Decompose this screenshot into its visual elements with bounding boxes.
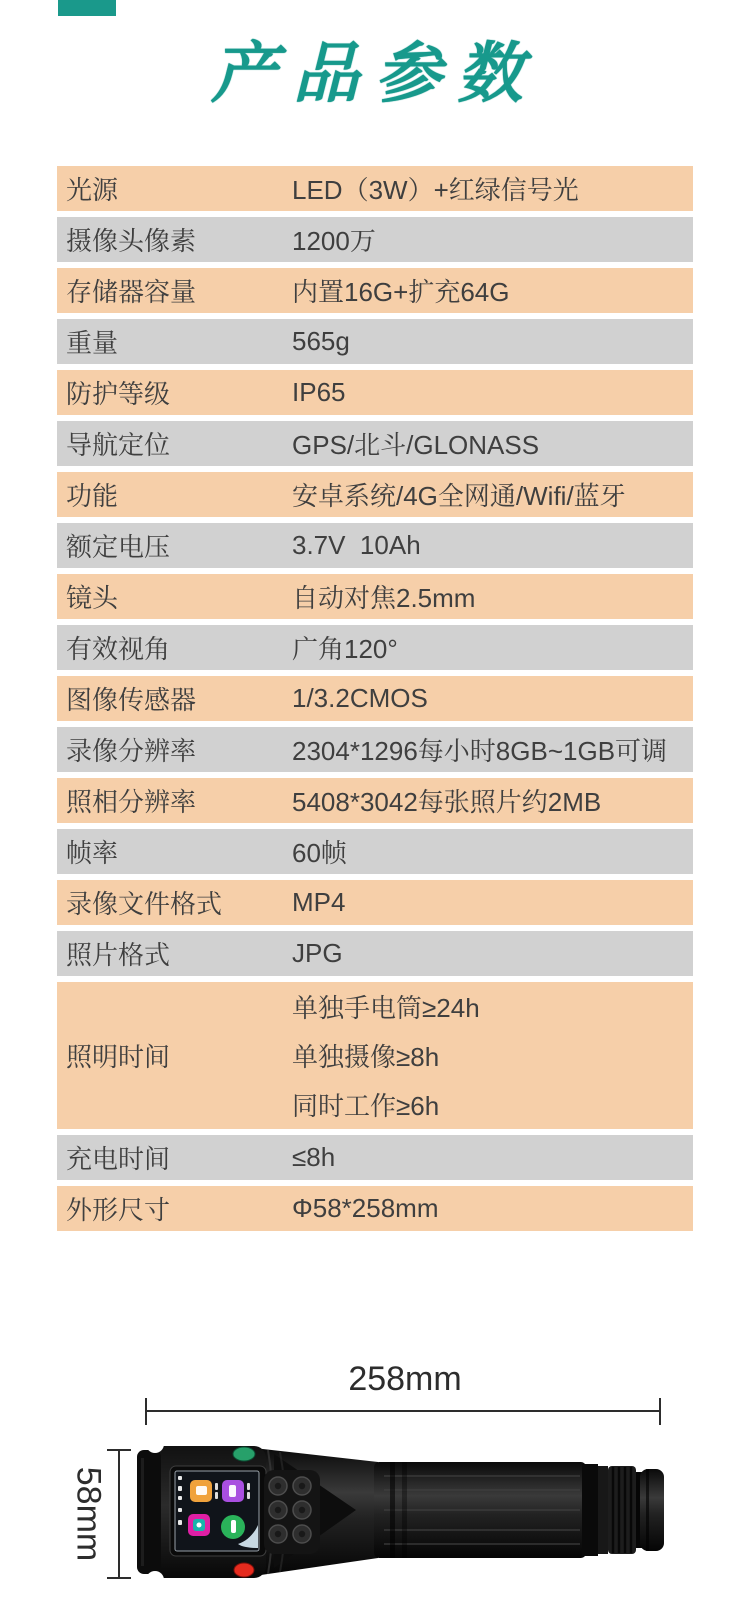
head-crown-bezel bbox=[137, 1450, 161, 1574]
spec-label: 录像分辨率 bbox=[66, 736, 197, 766]
spec-row bbox=[57, 1135, 693, 1180]
spec-label: 帧率 bbox=[66, 838, 119, 868]
video-app-glyph bbox=[229, 1485, 236, 1497]
spec-value: MP4 bbox=[292, 887, 346, 917]
spec-row bbox=[57, 268, 693, 313]
crown-highlight bbox=[141, 1458, 144, 1566]
spec-value: Φ58*258mm bbox=[292, 1193, 439, 1223]
spec-row bbox=[57, 829, 693, 874]
spec-label: 重量 bbox=[66, 328, 119, 358]
spec-label: 摄像头像素 bbox=[66, 226, 197, 256]
spec-label: 额定电压 bbox=[66, 532, 171, 562]
spec-row bbox=[57, 931, 693, 976]
spec-label: 防护等级 bbox=[66, 379, 171, 409]
page-title: 产品参数 bbox=[211, 36, 539, 110]
spec-row bbox=[57, 778, 693, 823]
spec-row bbox=[57, 727, 693, 772]
spec-label: 有效视角 bbox=[66, 634, 171, 664]
spec-value: 广角120° bbox=[292, 634, 398, 664]
spec-value: 1200万 bbox=[292, 226, 376, 256]
spec-row bbox=[57, 370, 693, 415]
tail-collar bbox=[582, 1464, 598, 1556]
spec-row bbox=[57, 982, 693, 1129]
spec-row bbox=[57, 166, 693, 211]
spec-value-line: 同时工作≥6h bbox=[292, 1091, 440, 1121]
spec-label: 录像文件格式 bbox=[66, 889, 223, 919]
spec-row bbox=[57, 421, 693, 466]
barrel-ring bbox=[402, 1462, 407, 1558]
length-dimension-line bbox=[146, 1410, 661, 1412]
spec-value-line: 单独手电筒≥24h bbox=[292, 993, 480, 1023]
spec-row bbox=[57, 523, 693, 568]
spec-label: 图像传感器 bbox=[66, 685, 197, 715]
spec-value: JPG bbox=[292, 938, 343, 968]
spec-table bbox=[57, 166, 693, 1237]
spec-label: 光源 bbox=[66, 175, 119, 205]
spec-value: IP65 bbox=[292, 377, 346, 407]
spec-label: 功能 bbox=[66, 481, 119, 511]
spec-label: 充电时间 bbox=[66, 1144, 171, 1174]
spec-value: GPS/北斗/GLONASS bbox=[292, 430, 540, 460]
spec-value: 5408*3042每张照片约2MB bbox=[292, 787, 602, 817]
spec-row bbox=[57, 880, 693, 925]
barrel-ring bbox=[390, 1462, 395, 1558]
spec-label: 存储器容量 bbox=[66, 277, 197, 307]
diameter-dimension-label: 58mm bbox=[69, 1466, 108, 1562]
spec-row bbox=[57, 676, 693, 721]
spec-value: 565g bbox=[292, 326, 350, 356]
spec-value: 2304*1296每小时8GB~1GB可调 bbox=[292, 736, 668, 766]
diameter-dimension-line bbox=[118, 1450, 120, 1578]
green-indicator-button bbox=[233, 1447, 255, 1461]
tail-step bbox=[598, 1466, 608, 1554]
spec-value: LED（3W）+红绿信号光 bbox=[292, 175, 579, 205]
corner-badge bbox=[58, 0, 116, 16]
spec-value: ≤8h bbox=[292, 1142, 336, 1172]
spec-row bbox=[57, 472, 693, 517]
gallery-app-dot bbox=[197, 1523, 202, 1528]
spec-label: 照相分辨率 bbox=[66, 787, 197, 817]
spec-row bbox=[57, 574, 693, 619]
spec-label: 照明时间 bbox=[66, 1042, 171, 1072]
spec-value: 3.7V 10Ah bbox=[292, 530, 421, 560]
spec-label: 外形尺寸 bbox=[66, 1195, 171, 1225]
camera-app-glyph bbox=[196, 1486, 207, 1495]
record-app-glyph bbox=[231, 1520, 236, 1533]
spec-label: 导航定位 bbox=[66, 430, 171, 460]
length-dimension-tick-left bbox=[145, 1398, 147, 1425]
spec-value: 自动对焦2.5mm bbox=[292, 583, 476, 613]
flashlight-illustration bbox=[128, 1442, 668, 1582]
spec-value: 60帧 bbox=[292, 838, 347, 868]
spec-row bbox=[57, 1186, 693, 1231]
spec-value: 1/3.2CMOS bbox=[292, 683, 428, 713]
length-dimension-label: 258mm bbox=[348, 1360, 462, 1398]
spec-label: 镜头 bbox=[66, 583, 119, 613]
tail-cap-groove bbox=[646, 1469, 649, 1551]
tail-cap bbox=[640, 1469, 664, 1551]
spec-value: 安卓系统/4G全网通/Wifi/蓝牙 bbox=[292, 481, 626, 511]
spec-value-line: 单独摄像≥8h bbox=[292, 1042, 440, 1072]
spec-row bbox=[57, 217, 693, 262]
spec-label: 照片格式 bbox=[66, 940, 171, 970]
red-indicator-button bbox=[234, 1563, 254, 1577]
spec-row bbox=[57, 319, 693, 364]
length-dimension-tick-right bbox=[659, 1398, 661, 1425]
spec-row bbox=[57, 625, 693, 670]
spec-value: 内置16G+扩充64G bbox=[292, 277, 510, 307]
spec-value-multiline bbox=[292, 982, 480, 1129]
